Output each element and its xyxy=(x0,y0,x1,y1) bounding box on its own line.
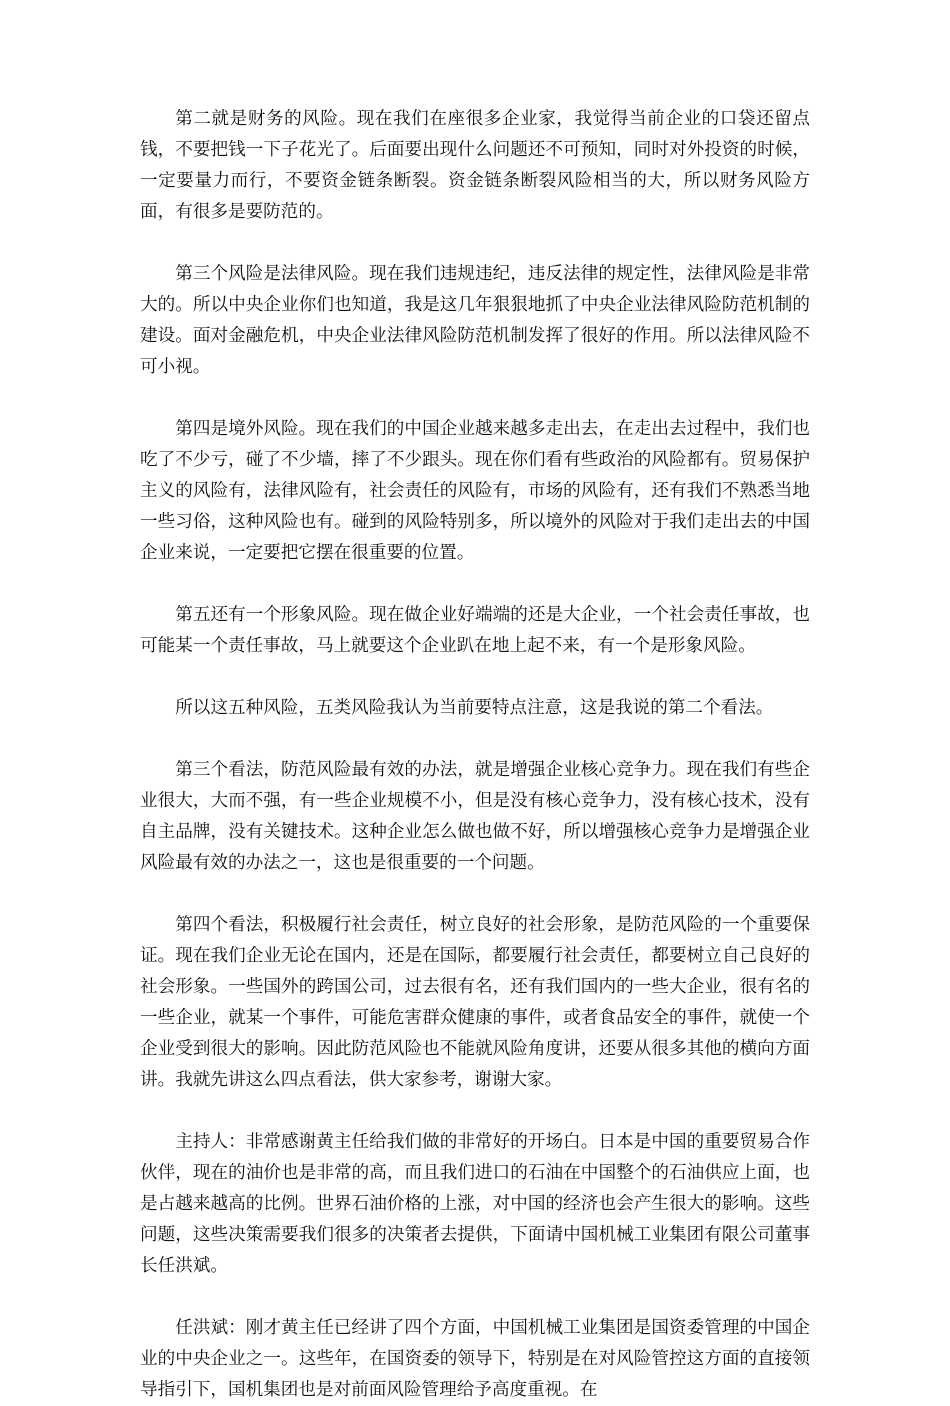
paragraph-third-view: 第三个看法，防范风险最有效的办法，就是增强企业核心竞争力。现在我们有些企业很大，大而不强，有一些企业规模不小，但是没有核心竞争力，没有核心技术，没有自主品牌，没有关键技术。这种企业怎么做也做不好，所以增强核心竞争力是增强企业风险最有效的办法之一，这也是很重要的一个问题。 xyxy=(140,760,810,873)
paragraph-fourth-view: 第四个看法，积极履行社会责任，树立良好的社会形象，是防范风险的一个重要保证。现在我们企业无论在国内，还是在国际，都要履行社会责任，都要树立自己良好的社会形象。一些国外的跨国公司，过去很有名，还有我们国内的一些大企业，很有名的一些企业，就某一个事件，可能危害群众健康的事件，或者食品安全的事件，就使一个企业受到很大的影响。因此防范风险也不能就风险角度讲，还要从很多其他的横向方面讲。我就先讲这么四点看法，供大家参考，谢谢大家。 xyxy=(140,915,810,1090)
document-page xyxy=(140,104,810,1406)
paragraph-ren-hongbin: 任洪斌：刚才黄主任已经讲了四个方面，中国机械工业集团是国资委管理的中国企业的中央企业之一。这些年，在国资委的领导下，特别是在对风险管控这方面的直接领导指引下，国机集团也是对前面风险管理给予高度重视。在 xyxy=(140,1318,810,1400)
paragraph-overseas-risk: 第四是境外风险。现在我们的中国企业越来越多走出去，在走出去过程中，我们也吃了不少亏，碰了不少墙，摔了不少跟头。现在你们看有些政治的风险都有。贸易保护主义的风险有，法律风险有，社会责任的风险有，市场的风险有，还有我们不熟悉当地一些习俗，这种风险也有。碰到的风险特别多，所以境外的风险对于我们走出去的中国企业来说，一定要把它摆在很重要的位置。 xyxy=(140,419,810,563)
paragraph-financial-risk: 第二就是财务的风险。现在我们在座很多企业家，我觉得当前企业的口袋还留点钱，不要把钱一下子花光了。后面要出现什么问题还不可预知，同时对外投资的时候，一定要量力而行，不要资金链条断裂。资金链条断裂风险相当的大，所以财务风险方面，有很多是要防范的。 xyxy=(140,109,810,222)
paragraph-image-risk: 第五还有一个形象风险。现在做企业好端端的还是大企业，一个社会责任事故，也可能某一个责任事故，马上就要这个企业趴在地上起不来，有一个是形象风险。 xyxy=(140,605,810,656)
paragraph-host-remarks: 主持人：非常感谢黄主任给我们做的非常好的开场白。日本是中国的重要贸易合作伙伴，现在的油价也是非常的高，而且我们进口的石油在中国整个的石油供应上面，也是占越来越高的比例。世界石油价格的上涨，对中国的经济也会产生很大的影响。这些问题，这些决策需要我们很多的决策者去提供，下面请中国机械工业集团有限公司董事长任洪斌。 xyxy=(140,1132,810,1276)
paragraph-five-risks-summary: 所以这五种风险，五类风险我认为当前要特点注意，这是我说的第二个看法。 xyxy=(175,698,774,718)
paragraph-legal-risk: 第三个风险是法律风险。现在我们违规违纪，违反法律的规定性，法律风险是非常大的。所以中央企业你们也知道，我是这几年狠狠地抓了中央企业法律风险防范机制的建设。面对金融危机，中央企业法律风险防范机制发挥了很好的作用。所以法律风险不可小视。 xyxy=(140,264,810,377)
